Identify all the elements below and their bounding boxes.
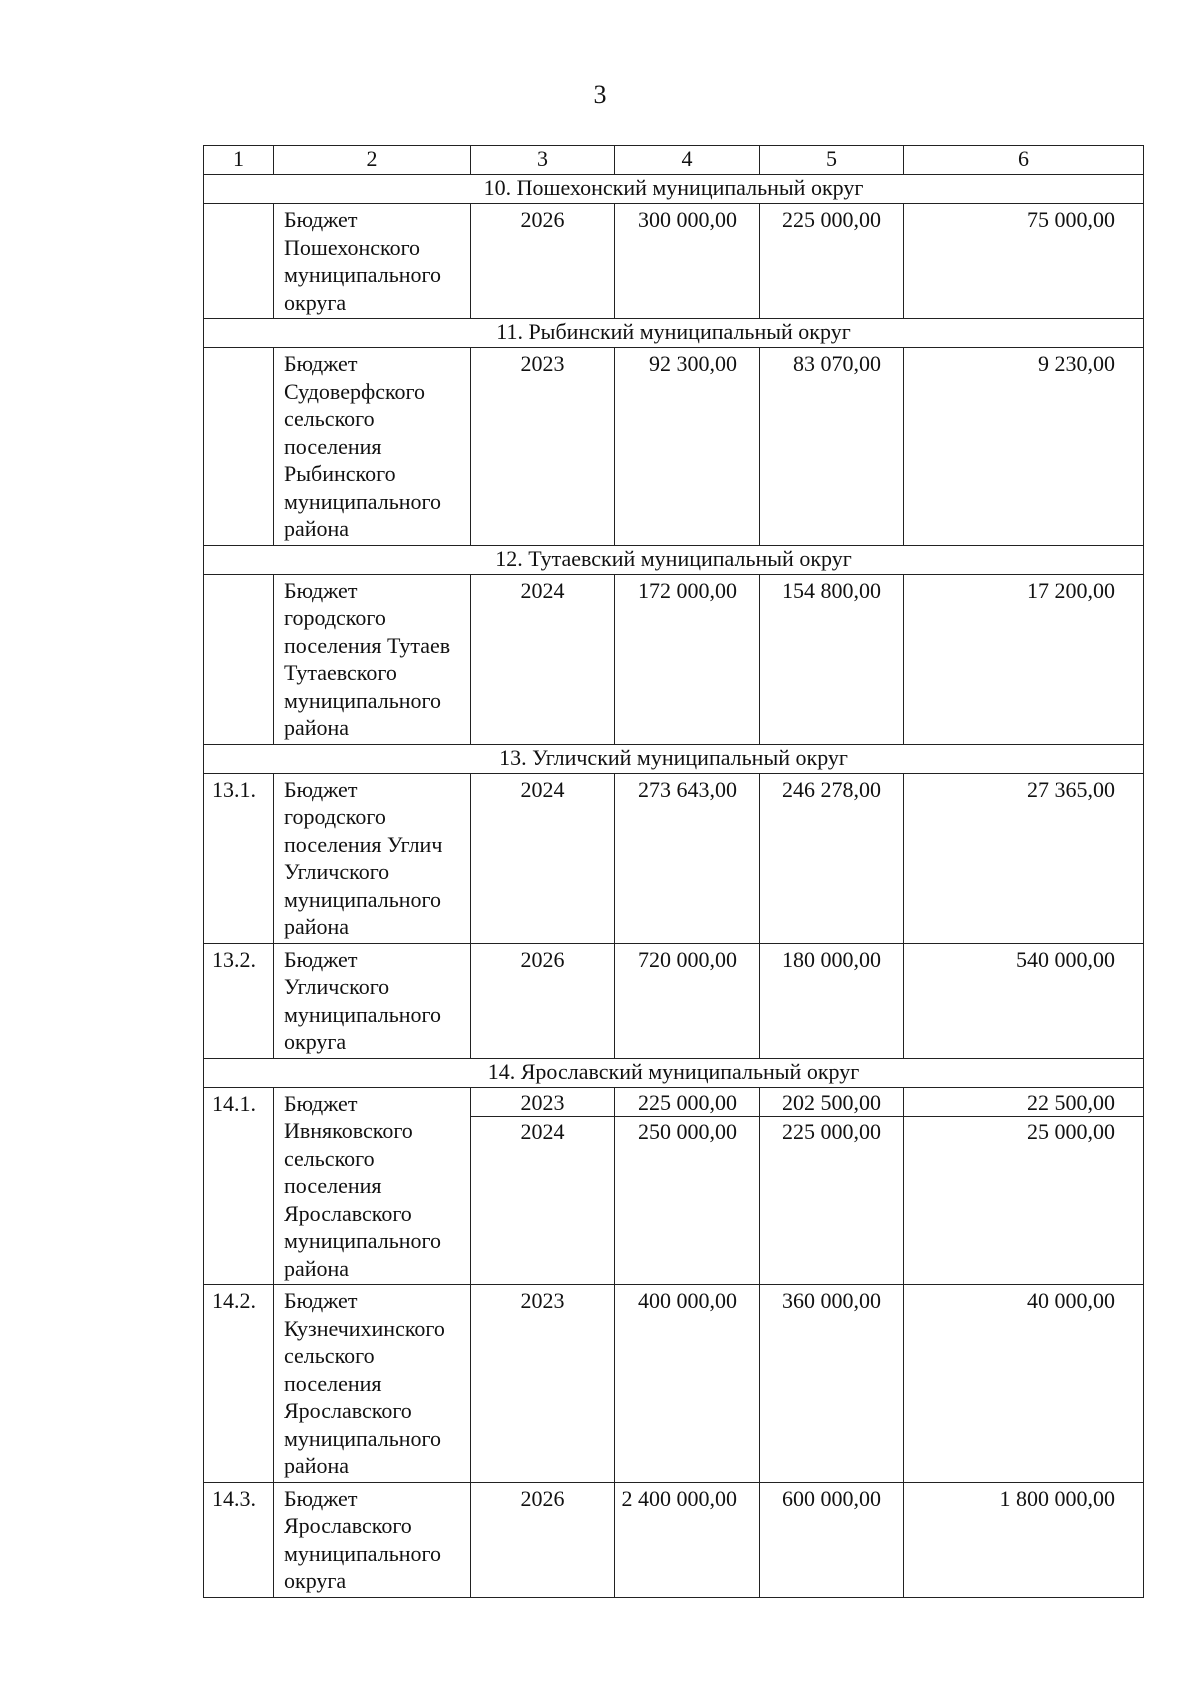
amount-col5: 246 278,00 [760,773,904,943]
budget-name-line: округа [284,1568,347,1593]
year: 2026 [471,943,615,1058]
budget-name-line: сельского [284,406,375,431]
budget-name-cell [274,1482,471,1597]
budget-name-line: муниципального [284,886,442,912]
section-title: 10. Пошехонский муниципальный округ [204,175,1144,204]
budget-name-line: Пошехонского [284,234,421,260]
year: 2024 [471,574,615,744]
budget-name-line: муниципального [284,1425,442,1451]
amount-col6-cell [904,1087,1144,1285]
column-header: 6 [904,146,1144,175]
budget-name-line: Бюджет [284,946,358,972]
amount-col5-cell [760,1087,904,1285]
row-number: 14.1. [204,1087,274,1285]
budget-name-cell [274,348,471,546]
section-title: 13. Угличский муниципальный округ [204,744,1144,773]
amount-col5: 83 070,00 [760,348,904,546]
budget-name-cell [274,204,471,319]
row-number [204,574,274,744]
section-title: 11. Рыбинский муниципальный округ [204,319,1144,348]
budget-name-line: городского [284,605,386,630]
total-amount: 273 643,00 [615,773,760,943]
amount-col5: 180 000,00 [760,943,904,1058]
budget-name-line: Ивняковского [284,1118,413,1143]
total-amount: 92 300,00 [615,348,760,546]
budget-name-line: Ярославского [284,1200,412,1226]
budget-name-line: муниципального [284,1001,442,1027]
section-title: 12. Тутаевский муниципальный округ [204,545,1144,574]
budget-name-line: района [284,1453,350,1478]
budget-name-line: поселения Углич [284,831,443,857]
table-row [204,204,1144,319]
row-number [204,204,274,319]
budget-name-line: муниципального [284,262,442,287]
budget-name-line: муниципального [284,687,442,713]
section-title-row [204,1058,1144,1087]
total-amount: 720 000,00 [615,943,760,1058]
table-row [204,773,1144,943]
budget-name-line: муниципального [284,1228,442,1253]
amount-col6: 25 000,00 [904,1116,1143,1145]
total-amount-cell [615,1087,760,1285]
budget-name-line: Кузнечихинского [284,1315,445,1341]
row-number: 13.1. [204,773,274,943]
year: 2026 [471,1482,615,1597]
section-title-row [204,744,1144,773]
row-number: 14.2. [204,1285,274,1483]
budget-name-cell [274,773,471,943]
year: 2023 [520,1089,565,1115]
amount-col5: 202 500,00 [782,1089,881,1115]
total-amount: 2 400 000,00 [615,1482,760,1597]
budget-name-line: района [284,1255,350,1281]
budget-name-cell [274,1285,471,1483]
column-header-row [204,146,1144,175]
section-title: 14. Ярославский муниципальный округ [204,1058,1144,1087]
budget-name-line: района [284,715,350,740]
amount-col5: 600 000,00 [760,1482,904,1597]
table-row [204,1087,1144,1285]
budget-name-line: Рыбинского [284,461,396,486]
amount-col6: 540 000,00 [904,943,1144,1058]
budget-name-line: городского [284,804,386,829]
amount-col6: 22 500,00 [1027,1089,1115,1115]
budget-name-line: поселения [284,433,382,459]
budget-name-line: Тутаевского [284,660,397,685]
budget-name-line: Бюджет [284,1288,358,1313]
amount-col6: 1 800 000,00 [904,1482,1144,1597]
year: 2024 [471,773,615,943]
budget-name-line: сельского [284,1343,375,1368]
budget-name-line: Ярославского [284,1513,412,1538]
budget-name-cell [274,1087,471,1285]
table-row [204,1482,1144,1597]
budget-name-line: муниципального [284,1540,442,1566]
year-cell [471,1087,615,1285]
column-header: 1 [204,146,274,175]
column-header: 4 [615,146,760,175]
budget-name-line: Угличского [284,974,390,999]
amount-col6: 9 230,00 [904,348,1144,546]
budget-name-line: Бюджет [284,1485,358,1511]
column-header: 2 [274,146,471,175]
row-number: 14.3. [204,1482,274,1597]
budget-name-line: округа [284,1029,347,1054]
year: 2023 [471,1285,615,1483]
page-number: 3 [593,80,607,109]
budget-name-line: района [284,914,350,939]
total-amount: 250 000,00 [615,1116,759,1145]
table-row [204,943,1144,1058]
section-title-row [204,545,1144,574]
budget-name-cell [274,943,471,1058]
budget-name-line: Бюджет [284,1090,358,1116]
total-amount: 225 000,00 [638,1089,737,1115]
budget-name-line: Угличского [284,859,390,884]
amount-col6: 40 000,00 [904,1285,1144,1483]
budget-name-line: Судоверфского [284,378,426,404]
table-row [204,574,1144,744]
amount-col5: 225 000,00 [760,204,904,319]
budget-name-line: поселения [284,1370,382,1396]
budget-name-line: Бюджет [284,351,358,376]
section-title-row [204,175,1144,204]
year: 2024 [471,1116,614,1145]
amount-col6: 17 200,00 [904,574,1144,744]
budget-name-line: района [284,516,350,541]
table-row [204,348,1144,546]
budget-name-line: Бюджет [284,577,358,603]
budget-table [203,145,1144,1598]
amount-col5: 225 000,00 [760,1116,903,1145]
budget-name-line: Бюджет [284,207,358,232]
amount-col5: 154 800,00 [760,574,904,744]
total-amount: 172 000,00 [615,574,760,744]
amount-col6: 75 000,00 [904,204,1144,319]
year: 2026 [471,204,615,319]
budget-name-line: Бюджет [284,776,358,802]
budget-name-line: Ярославского [284,1398,412,1423]
section-title-row [204,319,1144,348]
column-header: 3 [471,146,615,175]
amount-col5: 360 000,00 [760,1285,904,1483]
row-number: 13.2. [204,943,274,1058]
total-amount: 300 000,00 [615,204,760,319]
budget-name-line: округа [284,289,347,315]
budget-name-cell [274,574,471,744]
budget-name-line: поселения Тутаев [284,632,451,658]
budget-name-line: сельского [284,1145,375,1171]
year: 2023 [471,348,615,546]
row-number [204,348,274,546]
budget-name-line: поселения [284,1173,382,1198]
budget-name-line: муниципального [284,488,442,514]
total-amount: 400 000,00 [615,1285,760,1483]
column-header: 5 [760,146,904,175]
table-row [204,1285,1144,1483]
amount-col6: 27 365,00 [904,773,1144,943]
